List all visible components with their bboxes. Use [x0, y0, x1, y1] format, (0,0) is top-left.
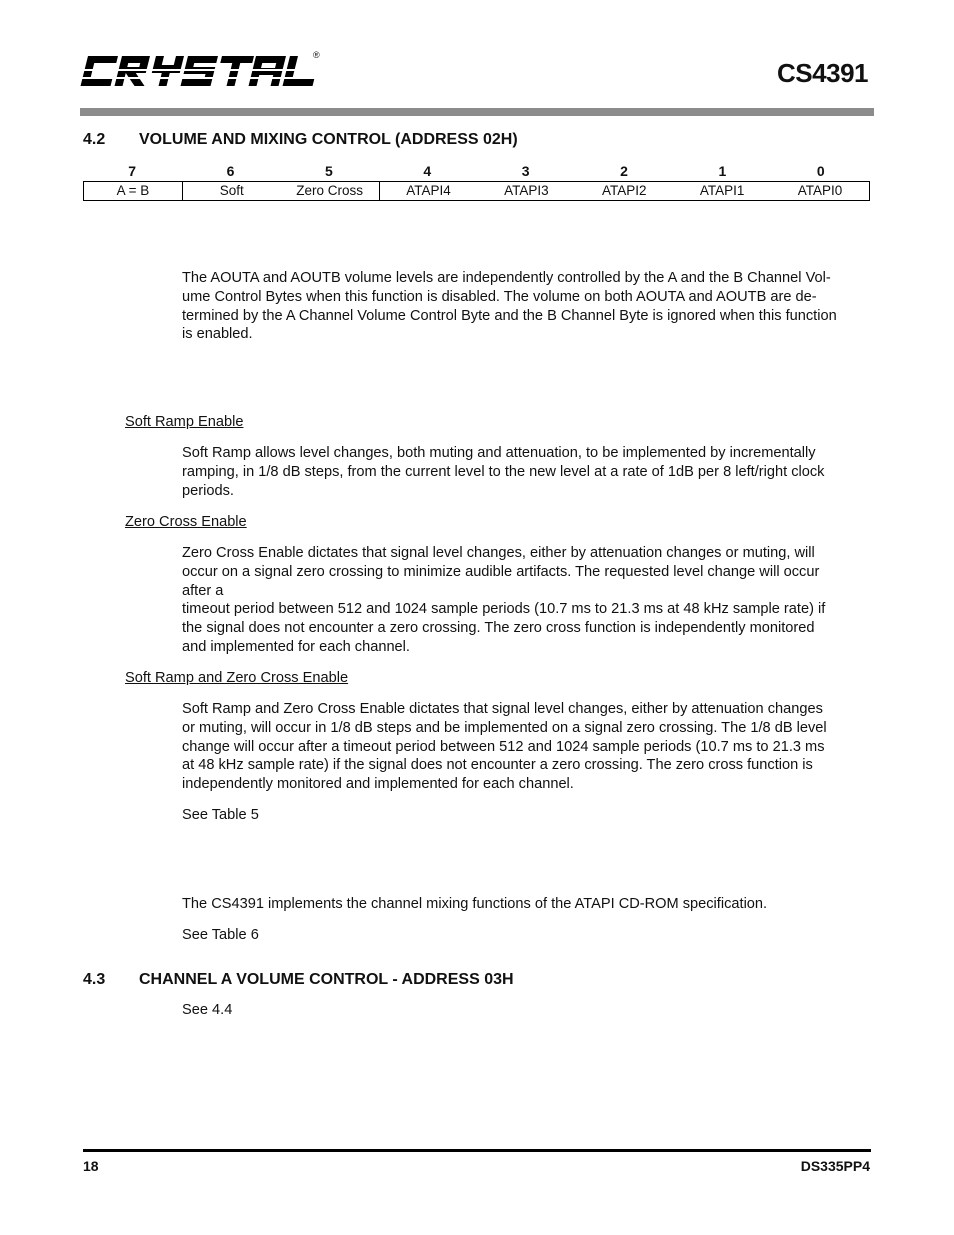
register-bit-numbers [83, 163, 870, 179]
register-field: ATAPI0 [797, 183, 843, 198]
see-table-5: See Table 5 [182, 807, 259, 823]
text-line: independently monitored and implemented for each channel. [182, 776, 574, 793]
text-line: termined by the A Channel Volume Control Byte and the B Channel Byte is ignored when this function [182, 307, 837, 324]
register-field: Soft [182, 182, 281, 200]
section-title: VOLUME AND MIXING CONTROL (ADDRESS 02H) [139, 131, 518, 148]
text-line: Soft Ramp and Zero Cross Enable dictates that signal level changes, either by attenuation changes [182, 701, 823, 717]
text-line: change will occur after a timeout period between 512 and 1024 sample periods (10.7 ms to 21.3 ms [182, 738, 825, 755]
register-field: ATAPI1 [699, 183, 745, 198]
aeqb-description [182, 269, 872, 344]
text-line: at 48 kHz sample rate) if the signal does not encounter a zero crossing. The zero cross function is [182, 757, 813, 774]
section-title: CHANNEL A VOLUME CONTROL - ADDRESS 03H [139, 971, 514, 988]
text-line: periods. [182, 482, 234, 499]
bit-number: 6 [226, 163, 235, 179]
bit-number: 4 [423, 163, 432, 179]
text-line: Soft Ramp allows level changes, both muting and attenuation, to be implemented by incrementally [182, 445, 816, 461]
register-field: ATAPI2 [602, 183, 647, 198]
zero-cross-heading: Zero Cross Enable [125, 514, 247, 530]
text-line: occur on a signal zero crossing to minimize audible artifacts. The requested level change will occur [182, 563, 820, 580]
bit-number: 1 [718, 163, 727, 179]
part-number: CS4391 [777, 58, 868, 88]
soft-ramp-heading: Soft Ramp Enable [125, 414, 244, 430]
section-number: 4.2 [83, 131, 106, 148]
text-line: ramping, in 1/8 dB steps, from the current level to the new level at a rate of 1dB per 8 left/right clock [182, 463, 825, 480]
text-line: is enabled. [182, 326, 253, 343]
register-field: ATAPI4 [379, 182, 478, 200]
footer-rule [83, 1149, 871, 1152]
text-line: The AOUTA and AOUTB volume levels are independently controlled by the A and the B Channel Vol- [182, 270, 831, 286]
section-heading-4-3 [83, 971, 683, 991]
register-table [83, 181, 870, 201]
soft-ramp-zero-cross-heading: Soft Ramp and Zero Cross Enable [125, 670, 349, 686]
header-rule [80, 108, 874, 116]
section-number: 4.3 [83, 971, 106, 988]
section-heading-4-2 [83, 131, 683, 151]
text-line: timeout period between 512 and 1024 sample periods (10.7 ms to 21.3 ms at 48 kHz sample rate) if [182, 601, 826, 618]
text-line: Zero Cross Enable dictates that signal level changes, either by attenuation changes or muting, will [182, 545, 815, 561]
bit-number: 2 [620, 163, 628, 179]
crystal-logo [80, 48, 325, 94]
bit-number: 5 [325, 163, 333, 179]
text-line: and implemented for each channel. [182, 638, 410, 655]
document-id: DS335PP4 [800, 1158, 870, 1174]
text-line: ume Control Bytes when this function is disabled. The volume on both AOUTA and AOUTB are de- [182, 288, 817, 305]
soft-ramp-description [182, 444, 872, 500]
see-4-4: See 4.4 [182, 1002, 233, 1018]
text-line: after a [182, 582, 224, 599]
registered-mark: ® [313, 50, 320, 60]
bit-number: 7 [128, 163, 137, 179]
page-number: 18 [83, 1158, 99, 1174]
text-line: the signal does not encounter a zero crossing. The zero cross function is independently monitored [182, 620, 815, 637]
zero-cross-description [182, 544, 872, 657]
soft-ramp-zero-cross-description [182, 700, 872, 794]
see-table-6: See Table 6 [182, 927, 259, 943]
register-field: Zero Cross [296, 183, 364, 198]
text-line: or muting, will occur in 1/8 dB steps and be implemented on a signal zero crossing. The 1/8 dB level [182, 719, 827, 736]
bit-number: 0 [816, 163, 825, 179]
atapi-description: The CS4391 implements the channel mixing functions of the ATAPI CD-ROM specification. [182, 896, 768, 912]
register-field: ATAPI3 [504, 183, 549, 198]
register-field: A = B [116, 183, 150, 198]
bit-number: 3 [521, 163, 530, 179]
